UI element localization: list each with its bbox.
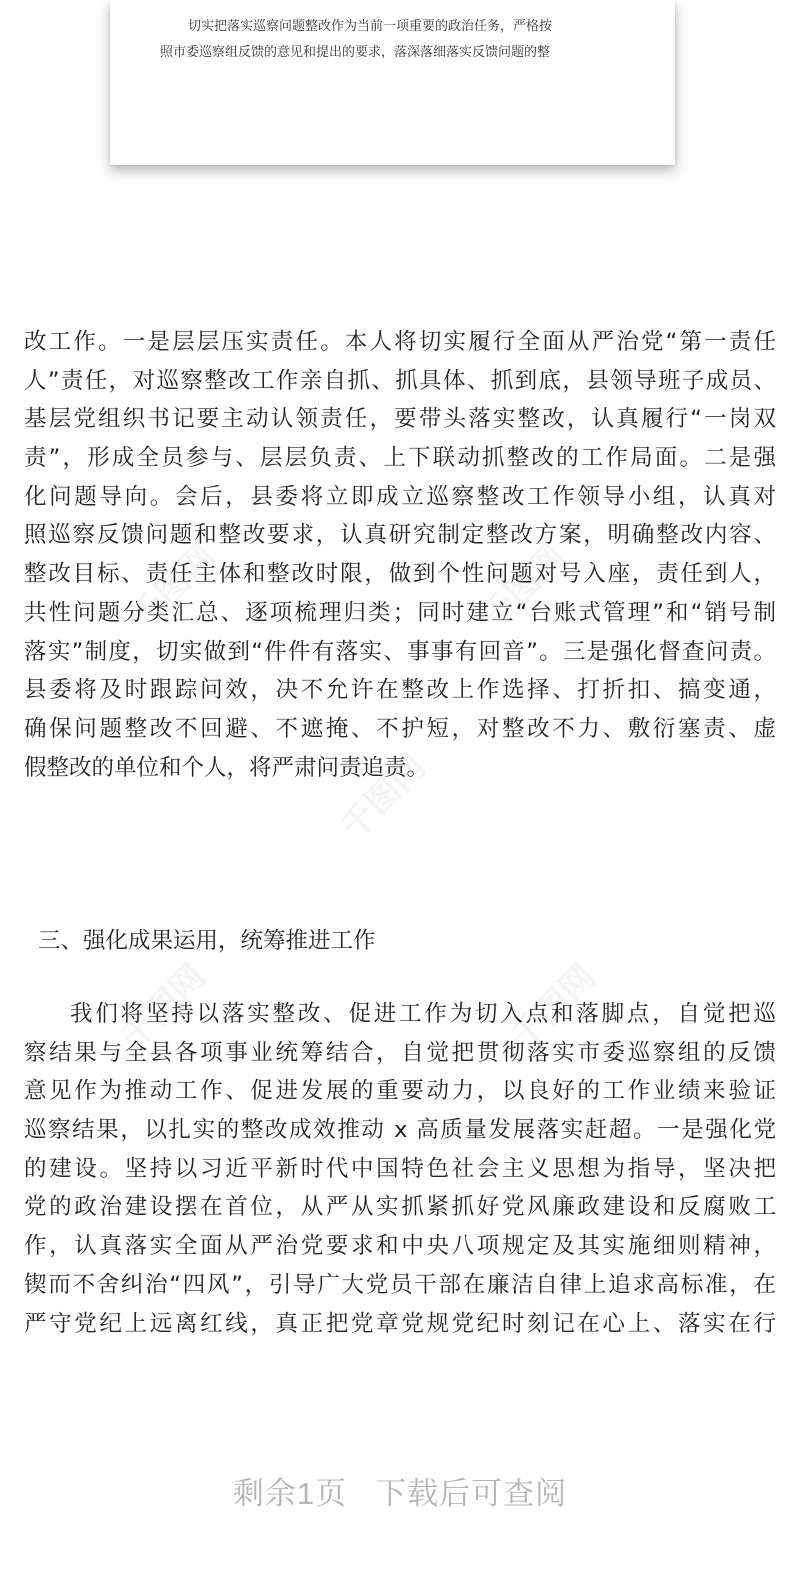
- text-line: 人”责任，对巡察整改工作亲自抓、抓具体、抓到底，县领导班子成员、: [24, 367, 776, 394]
- text-line: 责”，形成全员参与、层层负责、上下联动抓整改的工作局面。二是强: [24, 445, 776, 472]
- text-line: 照巡察反馈问题和整改要求，认真研究制定整改方案，明确整改内容、: [24, 522, 776, 549]
- section-heading: 三、强化成果运用，统筹推进工作: [38, 928, 376, 954]
- text-line: 作，认真落实全面从严治党要求和中央八项规定及其实施细则精神，: [24, 1233, 776, 1260]
- text-line: 锲而不舍纠治“四风”，引导广大党员干部在廉洁自律上追求高标准，在: [24, 1271, 776, 1298]
- preview-line: 切实把落实巡察问题整改作为当前一项重要的政治任务，严格按: [188, 19, 553, 34]
- preview-line: 照市委巡察组反馈的意见和提出的要求，落深落细落实反馈问题的整: [160, 45, 551, 60]
- text-line: 县委将及时跟踪问效，决不允许在整改上作选择、打折扣、搞变通，: [24, 677, 776, 704]
- text-line: 假整改的单位和个人，将严肃问责追责。: [24, 754, 430, 781]
- download-hint-label: 下载后可查阅: [375, 1476, 568, 1511]
- text-line: 的建设。坚持以习近平新时代中国特色社会主义思想为指导，坚决把: [24, 1155, 776, 1182]
- text-line: 严守党纪上远离红线，真正把党章党规党纪时刻记在心上、落实在行: [24, 1310, 776, 1337]
- text-line: 落实”制度，切实做到“件件有落实、事事有回音”。三是强化督查问责。: [24, 638, 776, 665]
- text-line: 我们将坚持以落实整改、促进工作为切入点和落脚点，自觉把巡: [70, 1001, 776, 1027]
- document-paragraph: [24, 995, 776, 1343]
- preview-card: [110, 0, 675, 165]
- remaining-pages-label: 剩余1页: [232, 1476, 348, 1511]
- text-line: 整改目标、责任主体和整改时限，做到个性问题对号入座，责任到人，: [24, 561, 776, 588]
- download-prompt[interactable]: [0, 1468, 800, 1513]
- text-line: 察结果与全县各项事业统筹结合，自觉把贯彻落实市委巡察组的反馈: [24, 1039, 776, 1066]
- text-line: 巡察结果，以扎实的整改成效推动 x 高质量发展落实赶超。一是强化党: [24, 1117, 776, 1144]
- document-paragraph: [24, 323, 776, 787]
- text-line: 化问题导向。会后，县委将立即成立巡察整改工作领导小组，认真对: [24, 483, 776, 510]
- text-line: 意见作为推动工作、促进发展的重要动力，以良好的工作业绩来验证: [24, 1078, 776, 1105]
- text-line: 共性问题分类汇总、逐项梳理归类；同时建立“台账式管理”和“销号制: [24, 599, 776, 626]
- text-line: 改工作。一是层层压实责任。本人将切实履行全面从严治党“第一责任: [24, 329, 776, 355]
- text-line: 确保问题整改不回避、不遮掩、不护短，对整改不力、敷衍塞责、虚: [24, 715, 776, 742]
- text-line: 基层党组织书记要主动认领责任，要带头落实整改，认真履行“一岗双: [24, 406, 776, 433]
- text-line: 党的政治建设摆在首位，从严从实抓紧抓好党风廉政建设和反腐败工: [24, 1194, 776, 1221]
